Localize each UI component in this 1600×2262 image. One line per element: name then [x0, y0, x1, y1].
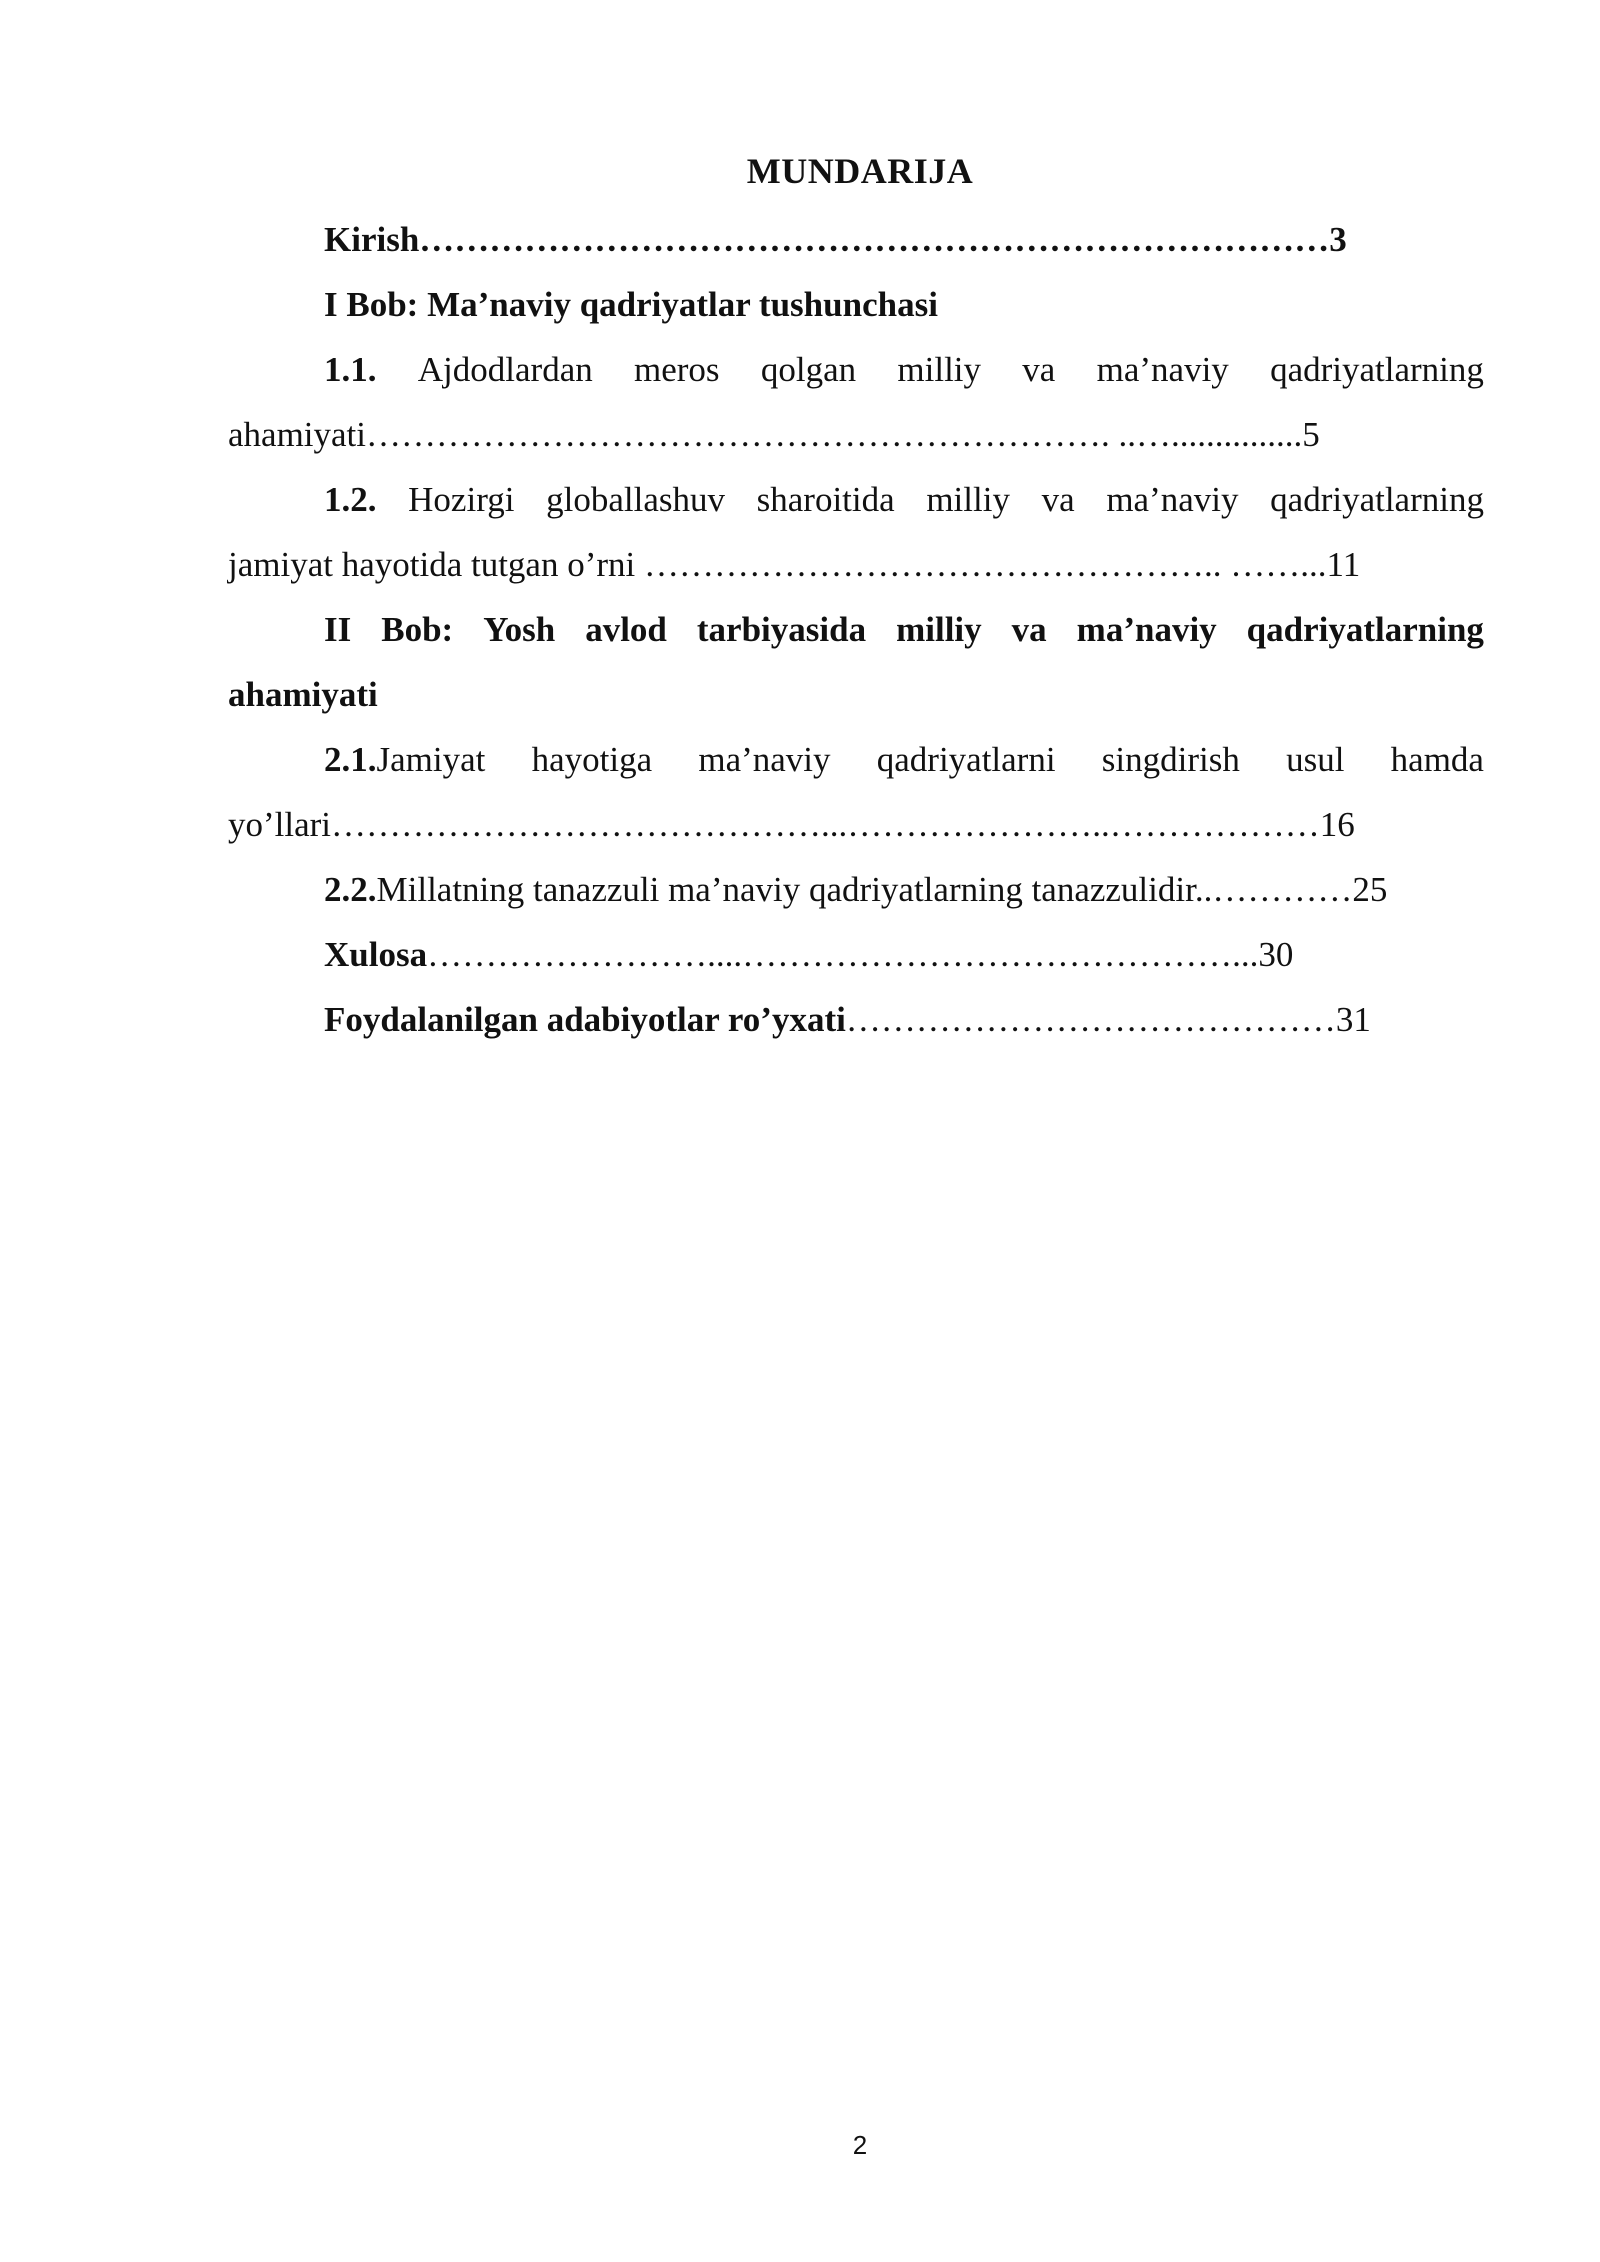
toc-word: Hozirgi — [408, 480, 515, 519]
toc-section-number: 1.2. — [324, 480, 377, 519]
toc-entry-label: Xulosa — [324, 935, 428, 974]
toc-chapter-2 — [324, 612, 1484, 647]
toc-word: ma’naviy — [1106, 480, 1239, 519]
toc-entry-label: yo’llari — [228, 805, 332, 844]
toc-leader: ……………………………………...…………………..……………… — [331, 805, 1320, 844]
toc-word: ma’naviy — [1096, 350, 1229, 389]
toc-word: Yosh — [483, 610, 556, 649]
toc-word: sharoitida — [756, 480, 895, 519]
toc-entry-references — [324, 1002, 1371, 1037]
toc-word: meros — [634, 350, 720, 389]
toc-word: II — [324, 610, 352, 649]
toc-word: singdirish — [1101, 740, 1240, 779]
toc-entry-label: jamiyat hayotida tutgan o’rni — [228, 545, 636, 584]
toc-entry-2-2 — [324, 872, 1387, 907]
toc-word: Ajdodlardan — [417, 350, 593, 389]
toc-entry-2-1-cont — [228, 807, 1355, 842]
toc-word: milliy — [896, 610, 982, 649]
toc-word: qadriyatlarning — [1246, 610, 1484, 649]
toc-word: milliy — [926, 480, 1010, 519]
toc-page-number: 30 — [1258, 935, 1294, 974]
toc-page-number: 31 — [1335, 1000, 1371, 1039]
toc-word: Bob: — [381, 610, 454, 649]
toc-word: va — [1022, 350, 1056, 389]
toc-section-number: 1.1. — [324, 350, 377, 389]
toc-leader: ……………………....……………………………………... — [427, 935, 1259, 974]
toc-leader: ………………………………………………………. ..…............... — [366, 415, 1303, 454]
toc-word: globallashuv — [546, 480, 725, 519]
toc-section-number: 2.2. — [324, 870, 377, 909]
toc-leader: ………………………………………….. ……... — [644, 545, 1327, 584]
toc-word: qolgan — [760, 350, 857, 389]
toc-entry-1-1 — [324, 352, 1484, 387]
toc-page-number: 5 — [1302, 415, 1320, 454]
toc-word: qadriyatlarning — [1270, 480, 1484, 519]
toc-page-number: 3 — [1329, 220, 1347, 259]
toc-page-number: 11 — [1326, 545, 1361, 584]
toc-entry-label: ahamiyati — [228, 415, 367, 454]
toc-word: tarbiyasida — [696, 610, 867, 649]
toc-entry-label: Foydalanilgan adabiyotlar ro’yxati — [324, 1000, 846, 1039]
page-title: MUNDARIJA — [746, 151, 974, 191]
toc-leader: .………… — [1203, 870, 1353, 909]
toc-word: va — [1011, 610, 1047, 649]
toc-entry-kirish — [324, 222, 1347, 257]
toc-word: ma’naviy — [698, 740, 831, 779]
toc-word: milliy — [897, 350, 982, 389]
toc-section-number: 2.1. — [324, 740, 377, 779]
toc-entry-xulosa — [324, 937, 1293, 972]
toc-word: hayotiga — [531, 740, 653, 779]
toc-word: usul — [1286, 740, 1345, 779]
toc-entry-2-1 — [324, 742, 1484, 777]
toc-entry-label: Millatning tanazzuli ma’naviy qadriyatlarning tanazzulidir. — [376, 870, 1204, 909]
toc-word: hamda — [1390, 740, 1484, 779]
toc-entry-1-2-cont — [228, 547, 1360, 582]
toc-entry-1-2 — [324, 482, 1484, 517]
toc-word: va — [1041, 480, 1075, 519]
toc-word: ma’naviy — [1076, 610, 1217, 649]
page-number: 2 — [852, 2130, 868, 2160]
toc-entry-1-1-cont — [228, 417, 1320, 452]
toc-chapter-2-cont: ahamiyati — [228, 675, 378, 714]
toc-word: qadriyatlarning — [1270, 350, 1484, 389]
toc-chapter-1: I Bob: Ma’naviy qadriyatlar tushunchasi — [324, 285, 938, 324]
toc-page-number: 16 — [1319, 805, 1355, 844]
toc-leader: …………………………………… — [845, 1000, 1336, 1039]
toc-leader: …………………………………………………………………… — [419, 220, 1330, 259]
toc-entry-label: Kirish — [324, 220, 420, 259]
toc-word: Jamiyat — [376, 740, 486, 779]
toc-word: avlod — [585, 610, 667, 649]
toc-page-number: 25 — [1352, 870, 1388, 909]
toc-word: qadriyatlarni — [876, 740, 1056, 779]
